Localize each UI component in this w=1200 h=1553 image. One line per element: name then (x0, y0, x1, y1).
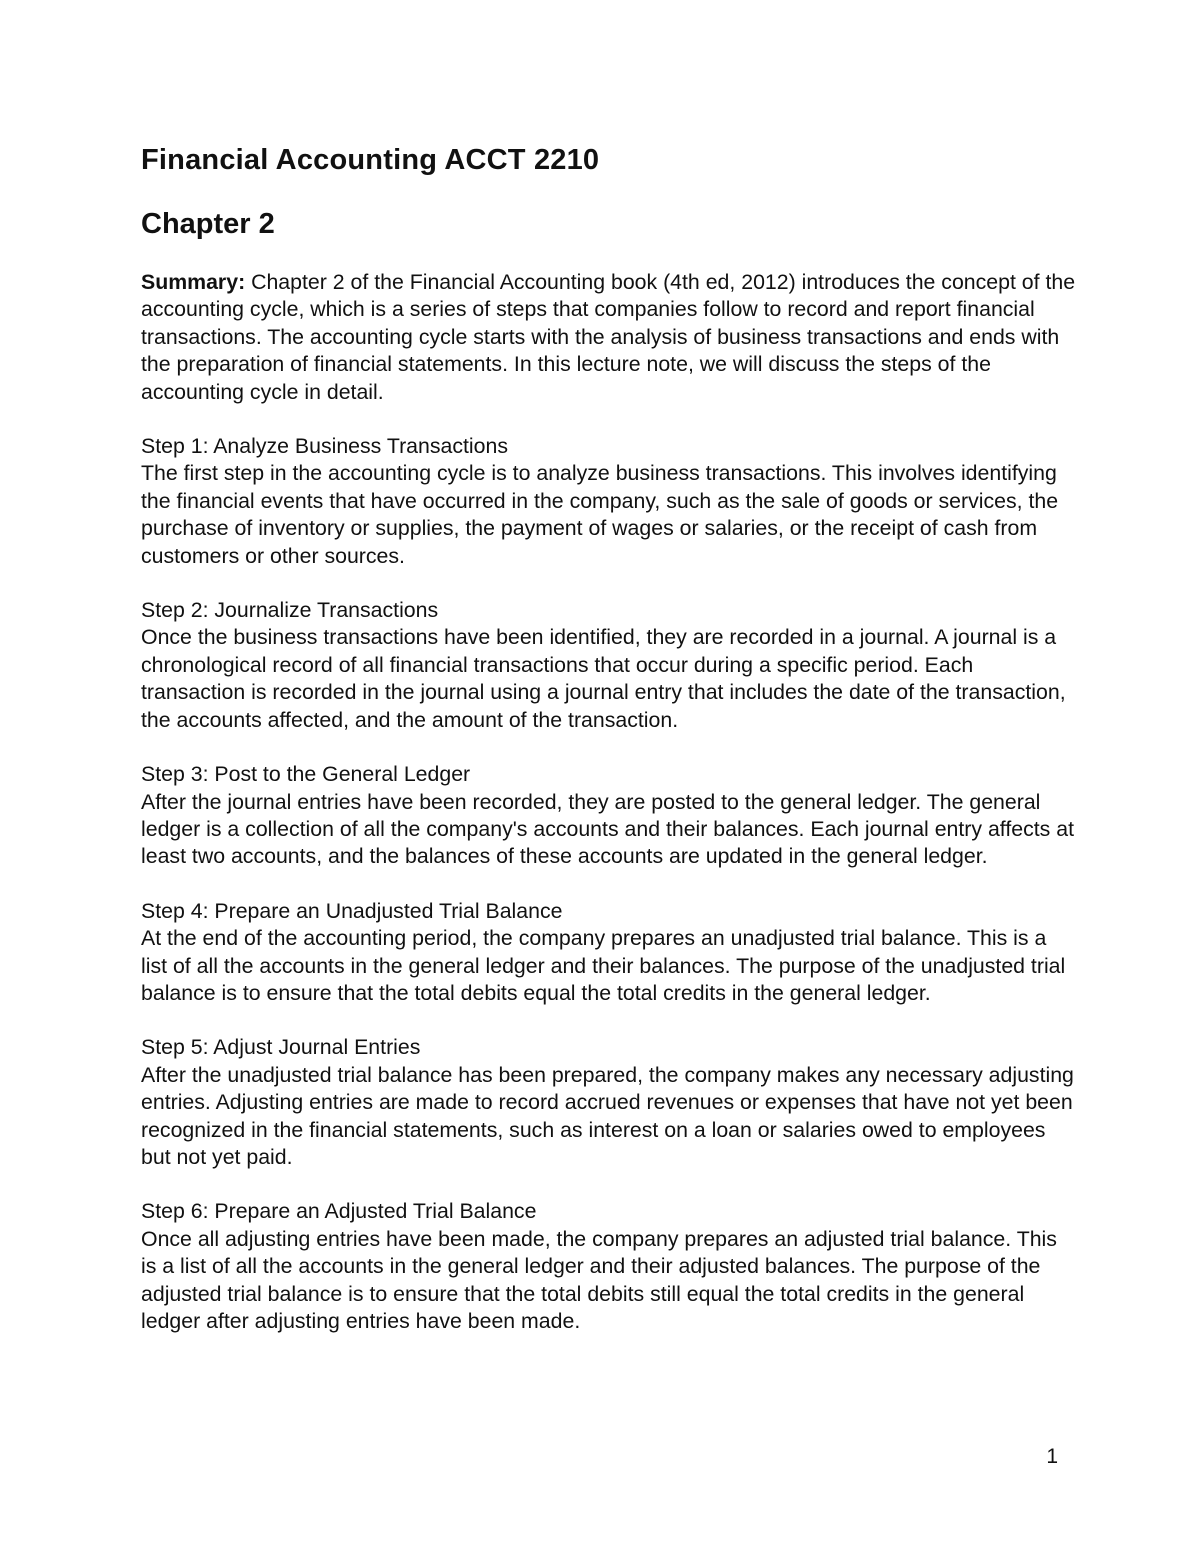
page-content (141, 140, 1076, 1335)
step-body: After the journal entries have been recorded, they are posted to the general ledger. The general ledger is a collection of all the company's accounts and their balances. Each journal entry affects at least two accounts, and the balances of these accounts are updated in the general ledger. (141, 789, 1074, 869)
step-heading: Step 4: Prepare an Unadjusted Trial Balance (141, 898, 563, 923)
step-body: After the unadjusted trial balance has been prepared, the company makes any necessary adjusting entries. Adjusting entries are made to record accrued revenues or expenses that have not yet been recognized in the financial statements, such as interest on a loan or salaries owed to employees but not yet paid. (141, 1062, 1074, 1169)
step-paragraph (141, 433, 1076, 570)
step-paragraph (141, 1198, 1076, 1335)
summary-paragraph (141, 269, 1076, 406)
document-title: Financial Accounting ACCT 2210 (141, 144, 600, 176)
step-heading: Step 1: Analyze Business Transactions (141, 434, 508, 459)
step-body: The first step in the accounting cycle is to analyze business transactions. This involves identifying the financial events that have occurred in the company, such as the sale of goods or services, the purchase of inventory or supplies, the payment of wages or salaries, or the receipt of cash from customers or other sources. (141, 461, 1059, 568)
summary-text: Chapter 2 of the Financial Accounting book (4th ed, 2012) introduces the concept of the accounting cycle, which is a series of steps that companies follow to record and report financial transactions. The accounting cycle starts with the analysis of business transactions and ends with the preparation of financial statements. In this lecture note, we will discuss the steps of the accounting cycle in detail. (141, 270, 1076, 404)
summary-label: Summary: (141, 270, 246, 294)
step-paragraph (141, 597, 1076, 734)
step-heading: Step 5: Adjust Journal Entries (141, 1035, 421, 1060)
page-number: 1 (1046, 1445, 1058, 1468)
step-section (141, 433, 1076, 570)
step-paragraph (141, 1034, 1076, 1171)
step-section (141, 761, 1076, 871)
step-section (141, 1198, 1076, 1335)
step-body: At the end of the accounting period, the company prepares an unadjusted trial balance. This is a list of all the accounts in the general ledger and their balances. The purpose of the unadjusted trial balance is to ensure that the total debits equal the total credits in the general ledger. (141, 926, 1066, 1005)
step-heading: Step 2: Journalize Transactions (141, 598, 439, 623)
step-body: Once all adjusting entries have been made, the company prepares an adjusted trial balance. This is a list of all the accounts in the general ledger and their adjusted balances. The purpose of the adjusted trial balance is to ensure that the total debits still equal the total credits in the general ledger after adjusting entries have been made. (141, 1226, 1057, 1333)
step-paragraph (141, 761, 1076, 871)
step-heading: Step 6: Prepare an Adjusted Trial Balance (141, 1199, 537, 1224)
step-paragraph (141, 898, 1076, 1008)
step-section (141, 898, 1076, 1008)
step-section (141, 597, 1076, 734)
step-heading: Step 3: Post to the General Ledger (141, 762, 471, 787)
step-body: Once the business transactions have been identified, they are recorded in a journal. A journal is a chronological record of all financial transactions that occur during a specific period. Each transaction is recorded in the journal using a journal entry that includes the date of the transaction, the accounts affected, and the amount of the transaction. (141, 625, 1066, 732)
chapter-heading: Chapter 2 (141, 208, 275, 240)
step-section (141, 1034, 1076, 1171)
